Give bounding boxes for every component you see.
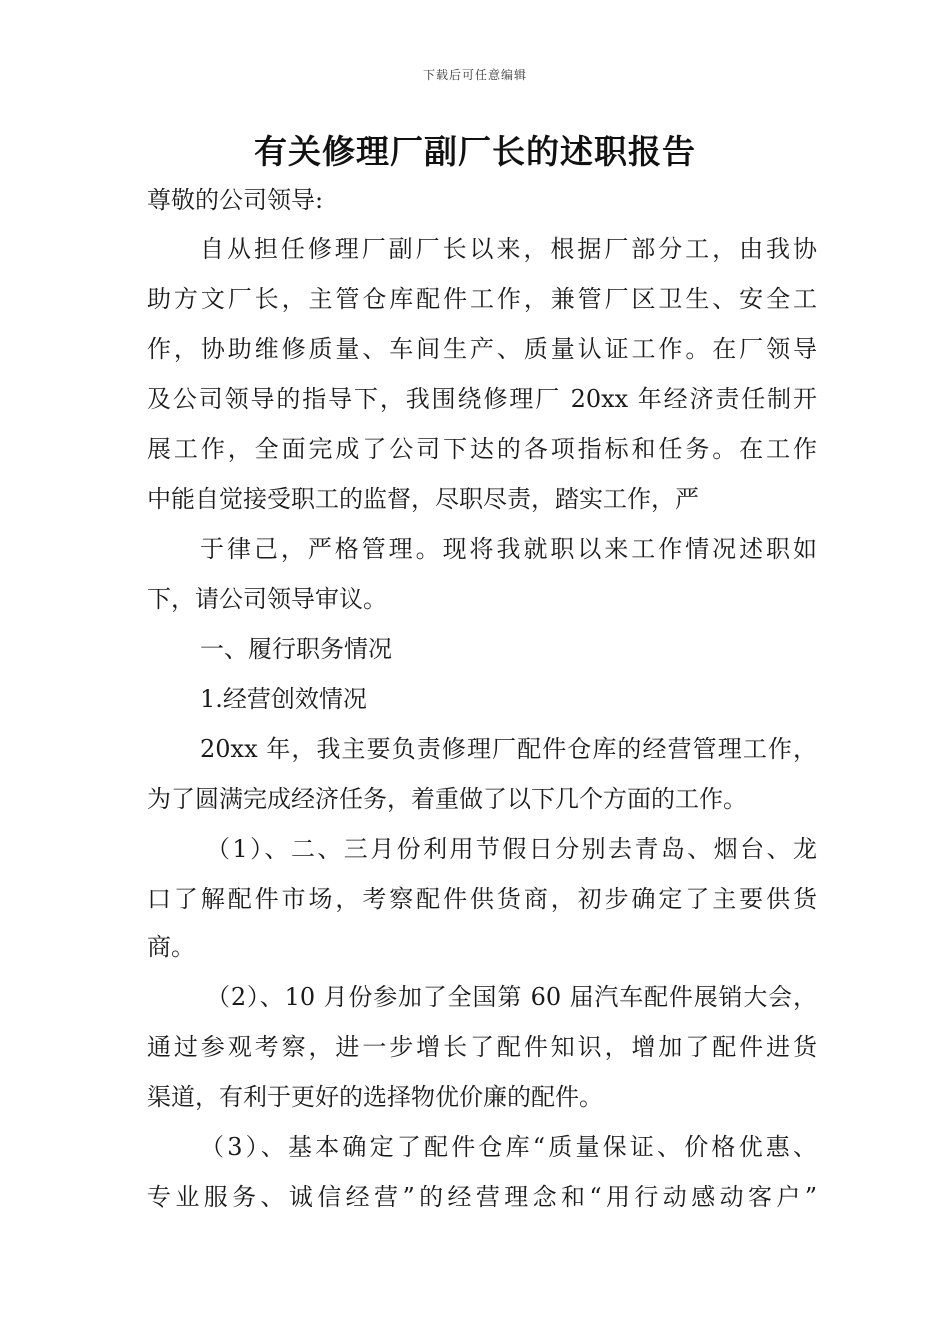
salutation: 尊敬的公司领导: bbox=[147, 186, 324, 214]
body-line: 为了圆满完成经济任务，着重做了以下几个方面的工作。 bbox=[147, 785, 747, 813]
body-line: 作，协助维修质量、车间生产、质量认证工作。在厂领导 bbox=[147, 335, 817, 363]
body-line: 助方文厂长，主管仓库配件工作，兼管厂区卫生、安全工 bbox=[147, 285, 817, 313]
header-note: 下载后可任意编辑 bbox=[422, 68, 527, 82]
body-line: 展工作，全面完成了公司下达的各项指标和任务。在工作 bbox=[147, 435, 817, 463]
document-title: 有关修理厂副厂长的述职报告 bbox=[254, 132, 696, 171]
list-item-line: 渠道，有利于更好的选择物优价廉的配件。 bbox=[147, 1083, 603, 1111]
body-line: 及公司领导的指导下，我围绕修理厂 20xx 年经济责任制开 bbox=[147, 385, 817, 413]
body-line: 于律己，严格管理。现将我就职以来工作情况述职如 bbox=[200, 535, 817, 563]
list-item-line: （3）、基本确定了配件仓库“质量保证、价格优惠、 bbox=[200, 1133, 817, 1161]
body-line: 自从担任修理厂副厂长以来，根据厂部分工，由我协 bbox=[200, 235, 817, 263]
list-item-line: 专业服务、诚信经营”的经营理念和“用行动感动客户” bbox=[147, 1183, 817, 1211]
body-line: 20xx 年，我主要负责修理厂配件仓库的经营管理工作， bbox=[200, 735, 817, 763]
list-item-line: （1）、二、三月份利用节假日分别去青岛、烟台、龙 bbox=[206, 835, 817, 863]
list-item-line: （2）、10 月份参加了全国第 60 届汽车配件展销大会， bbox=[206, 983, 817, 1011]
section-heading: 一、履行职务情况 bbox=[200, 635, 392, 663]
subsection-heading: 1.经营创效情况 bbox=[200, 685, 367, 713]
list-item-line: 商。 bbox=[147, 933, 195, 961]
list-item-line: 口了解配件市场，考察配件供货商，初步确定了主要供货 bbox=[147, 885, 817, 913]
list-item-line: 通过参观考察，进一步增长了配件知识，增加了配件进货 bbox=[147, 1033, 817, 1061]
body-line: 下，请公司领导审议。 bbox=[147, 585, 387, 613]
body-line: 中能自觉接受职工的监督，尽职尽责，踏实工作，严 bbox=[147, 485, 699, 513]
